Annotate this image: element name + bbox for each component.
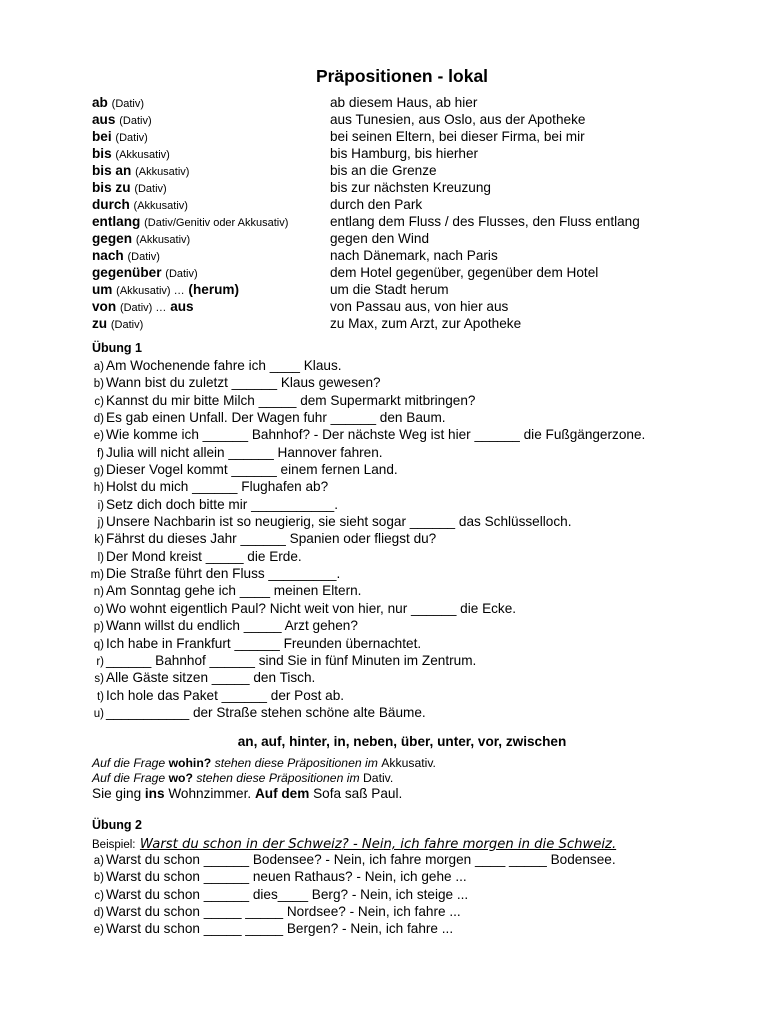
exercise-item bbox=[88, 652, 688, 669]
prep-example: bis Hamburg, bis hierher bbox=[330, 146, 479, 161]
exercise-item bbox=[88, 582, 688, 599]
item-label: c) bbox=[94, 395, 104, 408]
exercise-item bbox=[88, 600, 688, 617]
item-label: r) bbox=[96, 655, 104, 668]
preposition-row bbox=[92, 281, 712, 298]
exercise1-list bbox=[88, 357, 688, 721]
item-text: Wo wohnt eigentlich Paul? Nicht weit von hier, nur ______ die Ecke. bbox=[106, 600, 517, 616]
exercise-item bbox=[88, 903, 688, 920]
item-text: Am Sonntag gehe ich ____ meinen Eltern. bbox=[106, 583, 362, 599]
exercise-item bbox=[88, 868, 688, 885]
prep-example: bis zur nächsten Kreuzung bbox=[330, 180, 491, 195]
item-label: i) bbox=[97, 499, 104, 512]
prep-example: von Passau aus, von hier aus bbox=[330, 299, 509, 314]
item-text: Ich hole das Paket ______ der Post ab. bbox=[106, 687, 345, 703]
prep-word: entlang bbox=[92, 214, 141, 229]
preposition-row bbox=[92, 94, 712, 111]
two-way-list-text: an, auf, hinter, in, neben, über, unter, vor, zwischen bbox=[237, 734, 567, 749]
prep-example: aus Tunesien, aus Oslo, aus der Apotheke bbox=[330, 112, 586, 127]
exercise1-heading: Übung 1 bbox=[92, 341, 142, 355]
item-text: Dieser Vogel kommt ______ einem fernen Land. bbox=[106, 462, 398, 478]
sample-text: Wohnzimmer. bbox=[164, 786, 255, 801]
preposition-row bbox=[92, 162, 712, 179]
preposition-row bbox=[92, 196, 712, 213]
item-label: s) bbox=[94, 673, 104, 686]
prep-example: durch den Park bbox=[330, 197, 423, 212]
exercise-item bbox=[88, 565, 688, 582]
prep-case: (Akkusativ) bbox=[135, 166, 190, 178]
exercise-item bbox=[88, 920, 688, 937]
item-label: d) bbox=[93, 413, 104, 426]
item-label: k) bbox=[94, 534, 104, 547]
item-label: t) bbox=[96, 690, 104, 703]
example-label: Beispiel: bbox=[92, 839, 136, 851]
sample-text: Sofa saß Paul. bbox=[309, 786, 403, 801]
prep-case: (Dativ) bbox=[134, 183, 167, 195]
exercise-item bbox=[88, 444, 688, 461]
rule-case: Akkusativ. bbox=[381, 756, 436, 770]
prep-word-suffix: (herum) bbox=[188, 282, 240, 297]
item-text: Wie komme ich ______ Bahnhof? - Der nächste Weg ist hier ______ die Fußgängerzone. bbox=[106, 427, 646, 443]
exercise-item bbox=[88, 357, 688, 374]
item-label: l) bbox=[97, 551, 104, 564]
item-text: Warst du schon _____ _____ Nordsee? - Nein, ich fahre ... bbox=[106, 903, 461, 919]
item-label: c) bbox=[94, 889, 104, 902]
exercise-item bbox=[88, 617, 688, 634]
page-title-text: Präpositionen - lokal bbox=[315, 66, 489, 86]
prep-case: (Dativ) bbox=[110, 319, 144, 331]
exercise-item bbox=[88, 374, 688, 391]
item-label: b) bbox=[93, 872, 104, 885]
prep-word: von bbox=[92, 299, 117, 314]
item-label: m) bbox=[90, 569, 104, 582]
preposition-row bbox=[92, 128, 712, 145]
exercise-item bbox=[88, 669, 688, 686]
preposition-table bbox=[92, 94, 712, 332]
prep-word-suffix: aus bbox=[170, 299, 194, 314]
exercise2-list bbox=[88, 851, 688, 937]
prep-word: bis zu bbox=[92, 180, 131, 195]
prep-example: dem Hotel gegenüber, gegenüber dem Hotel bbox=[330, 265, 599, 280]
prep-case: (Akkusativ) bbox=[135, 234, 191, 246]
exercise-item bbox=[88, 886, 688, 903]
item-label: o) bbox=[93, 603, 104, 616]
exercise-item bbox=[88, 687, 688, 704]
sample-bold: Auf dem bbox=[254, 786, 310, 801]
item-text: Holst du mich ______ Flughafen ab? bbox=[106, 479, 329, 495]
item-text: Die Straße führt den Fluss _________. bbox=[106, 566, 341, 582]
exercise-item bbox=[88, 409, 688, 426]
prep-word: gegenüber bbox=[92, 265, 162, 280]
prep-case: (Dativ/Genitiv oder Akkusativ) bbox=[144, 217, 289, 229]
prep-word: gegen bbox=[92, 231, 133, 246]
exercise-item bbox=[88, 530, 688, 547]
exercise-item bbox=[88, 548, 688, 565]
item-label: h) bbox=[93, 482, 104, 495]
exercise-item bbox=[88, 461, 688, 478]
item-label: j) bbox=[97, 517, 104, 530]
item-label: p) bbox=[93, 621, 104, 634]
item-text: Warst du schon _____ _____ Bergen? - Nein, ich fahre ... bbox=[106, 921, 454, 937]
prep-example: gegen den Wind bbox=[330, 231, 430, 246]
prep-example: bis an die Grenze bbox=[330, 163, 437, 178]
prep-example: ab diesem Haus, ab hier bbox=[330, 95, 478, 110]
rule-text: Auf die Frage bbox=[92, 756, 169, 770]
item-text: Am Wochenende fahre ich ____ Klaus. bbox=[106, 358, 342, 373]
item-label: a) bbox=[93, 855, 104, 867]
preposition-row bbox=[92, 111, 712, 128]
sample-sentence bbox=[92, 786, 402, 801]
prep-example: zu Max, zum Arzt, zur Apotheke bbox=[330, 316, 522, 331]
exercise-item bbox=[88, 851, 688, 868]
item-text: Ich habe in Frankfurt ______ Freunden übernachtet. bbox=[106, 635, 422, 651]
example-text: Warst du schon in der Schweiz? - Nein, ich fahre morgen in die Schweiz. bbox=[139, 837, 617, 852]
prep-case: (Dativ) … bbox=[119, 302, 167, 314]
item-text: Julia will nicht allein ______ Hannover fahren. bbox=[106, 444, 383, 460]
item-text: ______ Bahnhof ______ sind Sie in fünf Minuten im Zentrum. bbox=[106, 652, 477, 668]
item-text: Wann bist du zuletzt ______ Klaus gewesen? bbox=[106, 375, 381, 391]
item-label: g) bbox=[93, 465, 104, 478]
preposition-row bbox=[92, 145, 712, 162]
prep-case: (Dativ) bbox=[127, 251, 160, 263]
sample-text: Sie ging bbox=[92, 786, 145, 801]
prep-case: (Dativ) bbox=[119, 115, 152, 127]
item-text: Wann willst du endlich _____ Arzt gehen? bbox=[106, 618, 358, 634]
prep-word: bis bbox=[92, 146, 112, 161]
preposition-row bbox=[92, 179, 712, 196]
item-text: ___________ der Straße stehen schöne alte Bäume. bbox=[106, 704, 426, 720]
exercise-item bbox=[88, 513, 688, 530]
prep-example: nach Dänemark, nach Paris bbox=[330, 248, 498, 263]
preposition-row bbox=[92, 298, 712, 315]
exercise2-heading: Übung 2 bbox=[92, 818, 142, 832]
page-title bbox=[0, 66, 768, 87]
prep-case: (Akkusativ) … bbox=[116, 285, 185, 297]
item-text: Warst du schon ______ dies____ Berg? - Nein, ich steige ... bbox=[106, 886, 469, 902]
rule-text: stehen diese Präpositionen im bbox=[211, 756, 382, 770]
item-label: e) bbox=[93, 430, 104, 443]
prep-word: nach bbox=[92, 248, 124, 263]
prep-word: bis an bbox=[92, 163, 132, 178]
prep-word: aus bbox=[92, 112, 116, 127]
item-text: Unsere Nachbarin ist so neugierig, sie sieht sogar ______ das Schlüsselloch. bbox=[106, 514, 572, 530]
prep-case: (Dativ) bbox=[111, 98, 145, 110]
rule-wohin bbox=[92, 756, 436, 770]
prep-example: entlang dem Fluss / des Flusses, den Fluss entlang bbox=[330, 214, 640, 229]
prep-word: durch bbox=[92, 197, 130, 212]
item-text: Fährst du dieses Jahr ______ Spanien oder fliegst du? bbox=[106, 531, 437, 547]
item-text: Setz dich doch bitte mir ___________. bbox=[106, 496, 339, 512]
item-text: Der Mond kreist _____ die Erde. bbox=[106, 548, 302, 564]
preposition-row bbox=[92, 264, 712, 281]
item-text: Warst du schon ______ neuen Rathaus? - Nein, ich gehe ... bbox=[106, 869, 467, 885]
exercise-item bbox=[88, 635, 688, 652]
exercise-item bbox=[88, 496, 688, 513]
item-text: Warst du schon ______ Bodensee? - Nein, ich fahre morgen ____ _____ Bodensee. bbox=[106, 852, 616, 867]
item-label: b) bbox=[93, 378, 104, 391]
item-text: Alle Gäste sitzen _____ den Tisch. bbox=[106, 670, 316, 686]
preposition-row bbox=[92, 213, 712, 230]
rule-text: stehen diese Präpositionen im bbox=[192, 771, 363, 785]
prep-case: (Akkusativ) bbox=[115, 149, 170, 161]
prep-example: um die Stadt herum bbox=[330, 282, 449, 297]
preposition-row bbox=[92, 230, 712, 247]
prep-word: bei bbox=[92, 129, 112, 144]
rule-question: wo? bbox=[168, 771, 193, 785]
exercise-item bbox=[88, 704, 688, 721]
item-text: Es gab einen Unfall. Der Wagen fuhr ______ den Baum. bbox=[106, 410, 446, 426]
two-way-preposition-list bbox=[0, 734, 768, 749]
rule-text: Auf die Frage bbox=[92, 771, 169, 785]
item-text: Kannst du mir bitte Milch _____ dem Supermarkt mitbringen? bbox=[106, 392, 476, 408]
item-label: e) bbox=[93, 924, 104, 937]
preposition-row bbox=[92, 247, 712, 264]
item-label: d) bbox=[93, 906, 104, 919]
item-label: f) bbox=[96, 447, 104, 460]
item-label: n) bbox=[93, 586, 104, 599]
exercise-item bbox=[88, 426, 688, 443]
prep-case: (Akkusativ) bbox=[133, 200, 188, 212]
prep-case: (Dativ) bbox=[115, 132, 148, 144]
sample-bold: ins bbox=[144, 786, 165, 801]
prep-example: bei seinen Eltern, bei dieser Firma, bei mir bbox=[330, 129, 585, 144]
preposition-row bbox=[92, 315, 712, 332]
item-label: u) bbox=[93, 707, 104, 720]
rule-case: Dativ. bbox=[363, 771, 394, 785]
prep-word: um bbox=[92, 282, 113, 297]
item-label: q) bbox=[93, 638, 104, 651]
exercise-item bbox=[88, 392, 688, 409]
rule-question: wohin? bbox=[168, 756, 212, 770]
item-label: a) bbox=[93, 361, 104, 373]
exercise-item bbox=[88, 478, 688, 495]
prep-word: zu bbox=[92, 316, 108, 331]
prep-word: ab bbox=[92, 95, 108, 110]
prep-case: (Dativ) bbox=[165, 268, 198, 280]
rule-wo bbox=[92, 771, 393, 785]
